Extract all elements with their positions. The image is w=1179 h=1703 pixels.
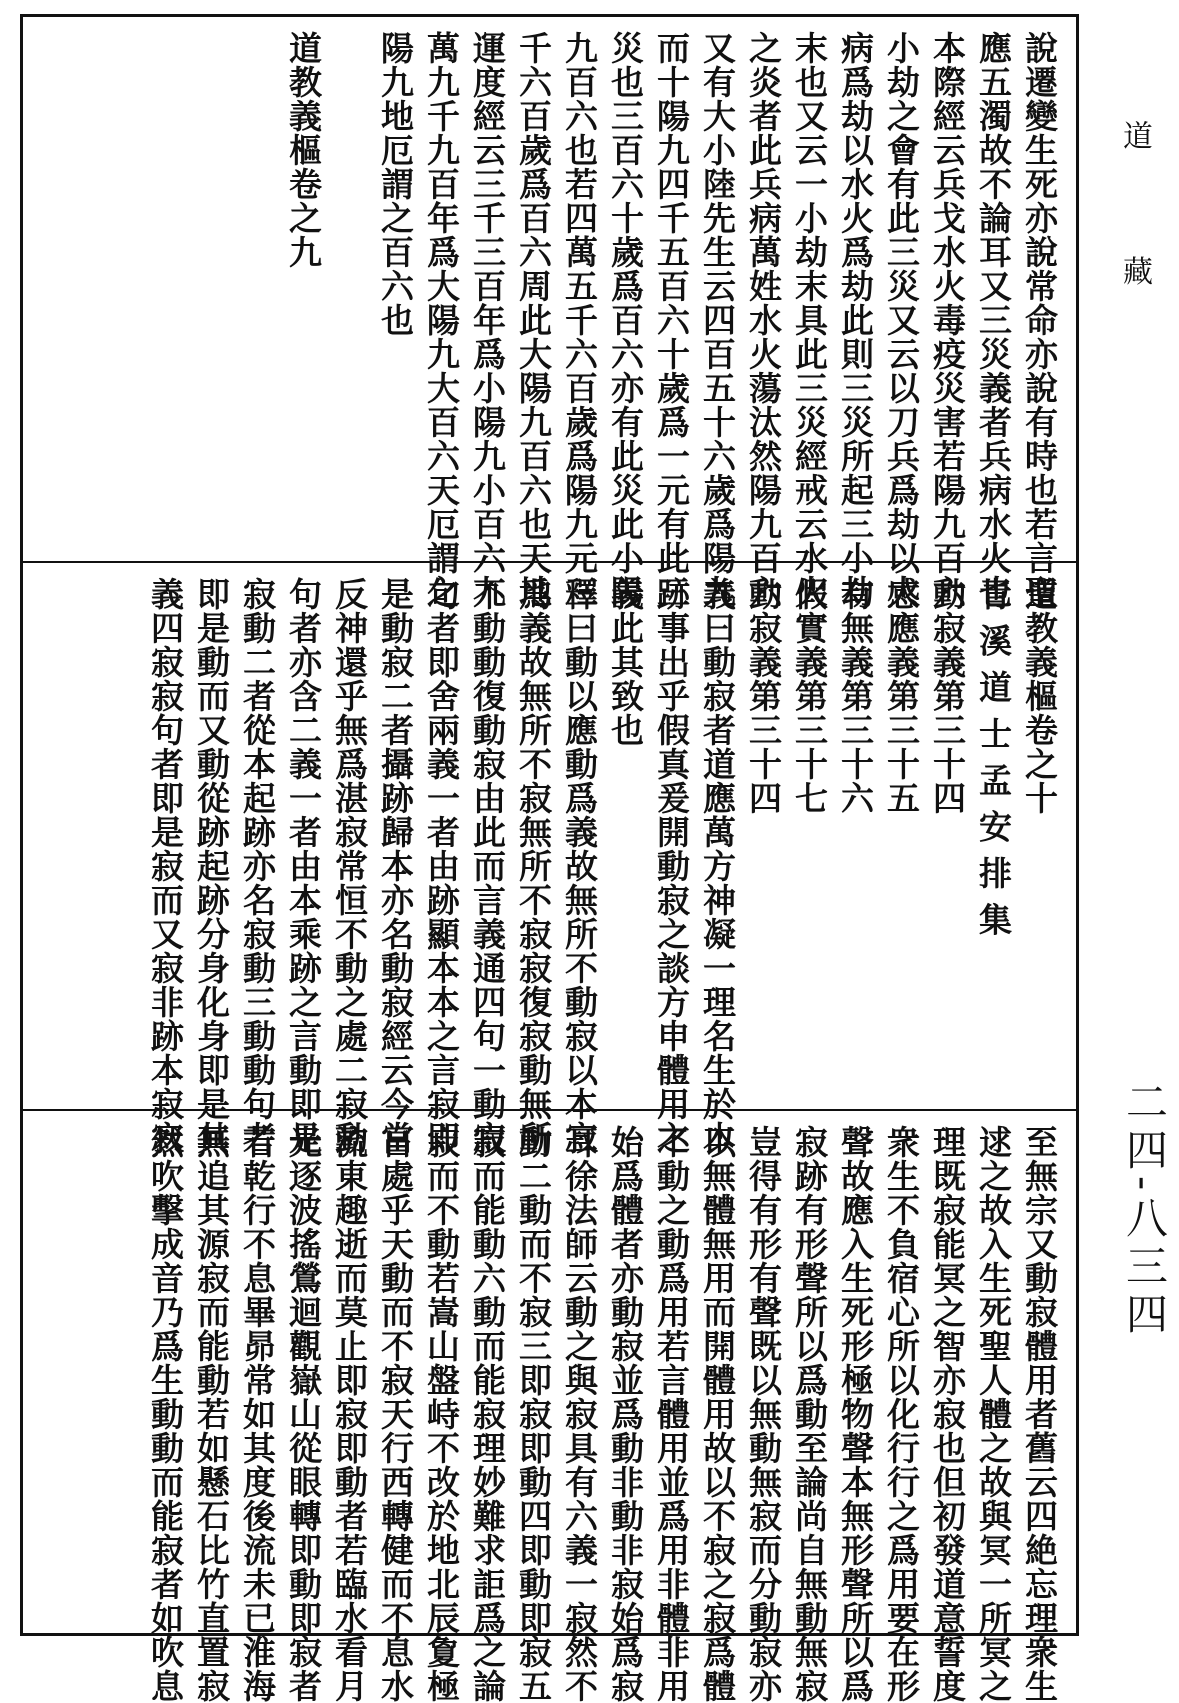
text-column: 光逐波搖鶯迴觀嶽山從眼轉即動即寂者 bbox=[284, 1125, 323, 1703]
margin-title: 道 藏 bbox=[1117, 120, 1152, 334]
text-column: 道教義樞卷之十 bbox=[1020, 577, 1059, 815]
text-column: 反神還乎無爲湛寂常恒不動之處二寂動 bbox=[330, 577, 369, 1155]
text-column: 而十陽九四千五百六十歲爲一元有此三 bbox=[652, 31, 691, 609]
text-block-upper bbox=[23, 17, 1076, 609]
page-frame bbox=[20, 14, 1079, 1703]
text-column: 寂動二者從本起跡亦名寂動三動動句者 bbox=[238, 577, 277, 1155]
text-column: 說遷變生死亦說常命亦說有時也若言聖 bbox=[1020, 31, 1059, 609]
text-column: 聲故應入生死形極物聲本無形聲所以爲 bbox=[836, 1125, 875, 1703]
text-block-middle bbox=[23, 563, 1076, 1155]
text-column: 跡事出乎假真爰開動寂之談方申體用之 bbox=[652, 577, 691, 1155]
text-column: 始爲體者亦動寂並爲動非動非寂始爲寂 bbox=[606, 1125, 645, 1703]
text-column: 句者亦含二義一者由本乘跡之言動即是 bbox=[284, 577, 323, 1155]
text-column: 以無體無用而開體用故以不寂之寂爲體 bbox=[698, 1125, 737, 1703]
text-column: 寂而能動六動而能寂理妙難求詎爲之論 bbox=[468, 1125, 507, 1703]
text-column: 小劫之會有此三災又云以刀兵爲劫以大 bbox=[882, 31, 921, 609]
text-column: 句者即舍兩義一者由跡顯本本之言寂即 bbox=[422, 577, 461, 1155]
text-column: 動寂義第三十四 bbox=[928, 577, 967, 815]
text-column: 義此其致也 bbox=[606, 577, 645, 747]
text-column: 千六百歲爲百六周此大陽九百六也天地 bbox=[514, 31, 553, 609]
text-column: 又有大小陸先生云四百五十六歲爲陽九 bbox=[698, 31, 737, 609]
text-block-lower bbox=[23, 1111, 1076, 1703]
text-column: 理既寂能冥之智亦寂也但初發道意誓度 bbox=[928, 1125, 967, 1703]
text-column: 爲義故無所不寂無所不寂寂復寂動無所 bbox=[514, 577, 553, 1155]
text-column: 義曰動寂者道應萬方神凝一理名生於本 bbox=[698, 577, 737, 1155]
text-column: 應五濁故不論耳又三災義者兵病水火也 bbox=[974, 31, 1013, 609]
text-column: 寂而不動若嵩山盤峙不改於地北辰夐極 bbox=[422, 1125, 461, 1703]
text-column: 陽九地厄謂之百六也 bbox=[376, 31, 415, 337]
text-column: 病爲劫以水火爲劫此則三災所起三小劫 bbox=[836, 31, 875, 609]
text-column: 流東趣逝而莫止即寂即動者若臨水看月 bbox=[330, 1125, 369, 1703]
text-column: 義四寂寂句者即是寂而又寂非跡本寂寂 bbox=[146, 577, 185, 1155]
text-column: 至無宗又動寂體用者舊云四絶忘理衆生 bbox=[1020, 1125, 1059, 1703]
text-column: 青 溪 道 士 孟 安 排 集 bbox=[974, 577, 1013, 937]
text-column: 自處乎天動而不寂天行西轉健而不息水 bbox=[376, 1125, 415, 1703]
text-column: 不動之動爲用若言體用並爲用非體非用 bbox=[652, 1125, 691, 1703]
text-column: 有無義第三十六 bbox=[836, 577, 875, 815]
text-column: 之炎者此兵病萬姓水火蕩汰然陽九百六 bbox=[744, 31, 783, 609]
text-column: 感應義第三十五 bbox=[882, 577, 921, 815]
text-column: 耳徐法師云動之與寂具有六義一寂然不 bbox=[560, 1125, 599, 1703]
text-column: 衆生不負宿心所以化行行之爲用要在形 bbox=[882, 1125, 921, 1703]
text-column: 然吹擊成音乃爲生動動而能寂者如吹息 bbox=[146, 1125, 185, 1703]
text-column: 動二動而不寂三即寂即動四即動即寂五 bbox=[514, 1125, 553, 1703]
text-column: 假實義第三十七 bbox=[790, 577, 829, 815]
text-column bbox=[326, 31, 372, 609]
text-column: 寂跡有形聲所以爲動至論尚自無動無寂 bbox=[790, 1125, 829, 1703]
text-column: 道教義樞卷之九 bbox=[284, 31, 323, 269]
text-column: 無追其源寂而能動若如懸石比竹直置寂 bbox=[192, 1125, 231, 1703]
text-column: 是動寂二者攝跡歸本亦名動寂經云今當 bbox=[376, 577, 415, 1155]
text-column: 運度經云三千三百年爲小陽九小百六九 bbox=[468, 31, 507, 609]
text-column: 釋曰動以應動爲義故無所不動寂以本寂 bbox=[560, 577, 599, 1155]
text-column: 動寂義第三十四 bbox=[744, 577, 783, 815]
text-column: 若乾行不息畢昴常如其度後流未已淮海 bbox=[238, 1125, 277, 1703]
text-column: 萬九千九百年爲大陽九大百六天厄謂之 bbox=[422, 31, 461, 609]
text-column: 逑之故入生死聖人體之故與冥一所冥之 bbox=[974, 1125, 1013, 1703]
text-column: 災也三百六十歲爲百六亦有此災此小陽 bbox=[606, 31, 645, 609]
text-column: 不動動復動寂由此而言義通四句一動寂 bbox=[468, 577, 507, 1155]
text-column: 末也又云一小劫末具此三災經戒云水火 bbox=[790, 31, 829, 609]
text-column: 九百六也若四萬五千六百歲爲陽九元三 bbox=[560, 31, 599, 609]
text-column: 豈得有形有聲既以無動無寂而分動寂亦 bbox=[744, 1125, 783, 1703]
text-column: 本際經云兵戈水火毒疫災害若陽九百六 bbox=[928, 31, 967, 609]
page-number: 二四-八三四 bbox=[1120, 1080, 1169, 1341]
text-column: 即是動而又動從跡起跡分身化身即是其 bbox=[192, 577, 231, 1155]
